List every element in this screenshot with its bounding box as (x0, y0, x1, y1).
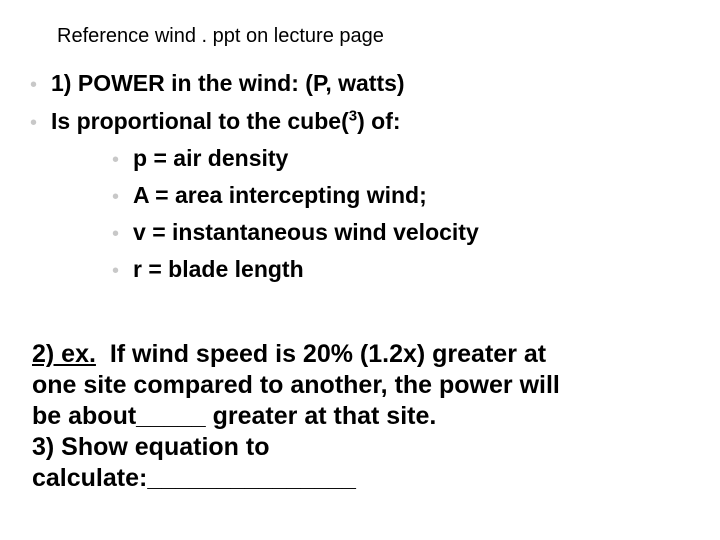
sub-bullet-velocity: v = instantaneous wind velocity (133, 219, 479, 245)
question-line-5: calculate:_______________ (32, 464, 356, 492)
bullet-icon: • (112, 149, 120, 171)
question-paragraph (32, 339, 702, 494)
question-line-4: 3) Show equation to (32, 433, 270, 461)
question-line-3: be about_____ greater at that site. (32, 402, 437, 430)
question-line-2: one site compared to another, the power will (32, 371, 560, 399)
list-item (112, 145, 288, 172)
bullet-icon: • (30, 74, 38, 96)
reference-note: Reference wind . ppt on lecture page (57, 25, 384, 47)
bullet-text-power: 1) POWER in the wind: (P, watts) (51, 70, 405, 96)
list-item (30, 70, 405, 97)
question-line-1: 2) ex. If wind speed is 20% (1.2x) greater at (32, 340, 547, 368)
bullet-icon: • (112, 186, 120, 208)
list-item (30, 108, 401, 135)
sub-bullet-area: A = area intercepting wind; (133, 182, 427, 208)
list-item (112, 219, 479, 246)
example-label: 2) ex. (32, 340, 96, 368)
sub-bullet-blade-length: r = blade length (133, 256, 304, 282)
list-item (112, 256, 304, 283)
bullet-icon: • (112, 260, 120, 282)
list-item (112, 182, 427, 209)
bullet-icon: • (112, 223, 120, 245)
sub-bullet-density: p = air density (133, 145, 289, 171)
bullet-icon: • (30, 112, 38, 134)
bullet-text-proportional: Is proportional to the cube($^3$) of: (51, 107, 401, 134)
